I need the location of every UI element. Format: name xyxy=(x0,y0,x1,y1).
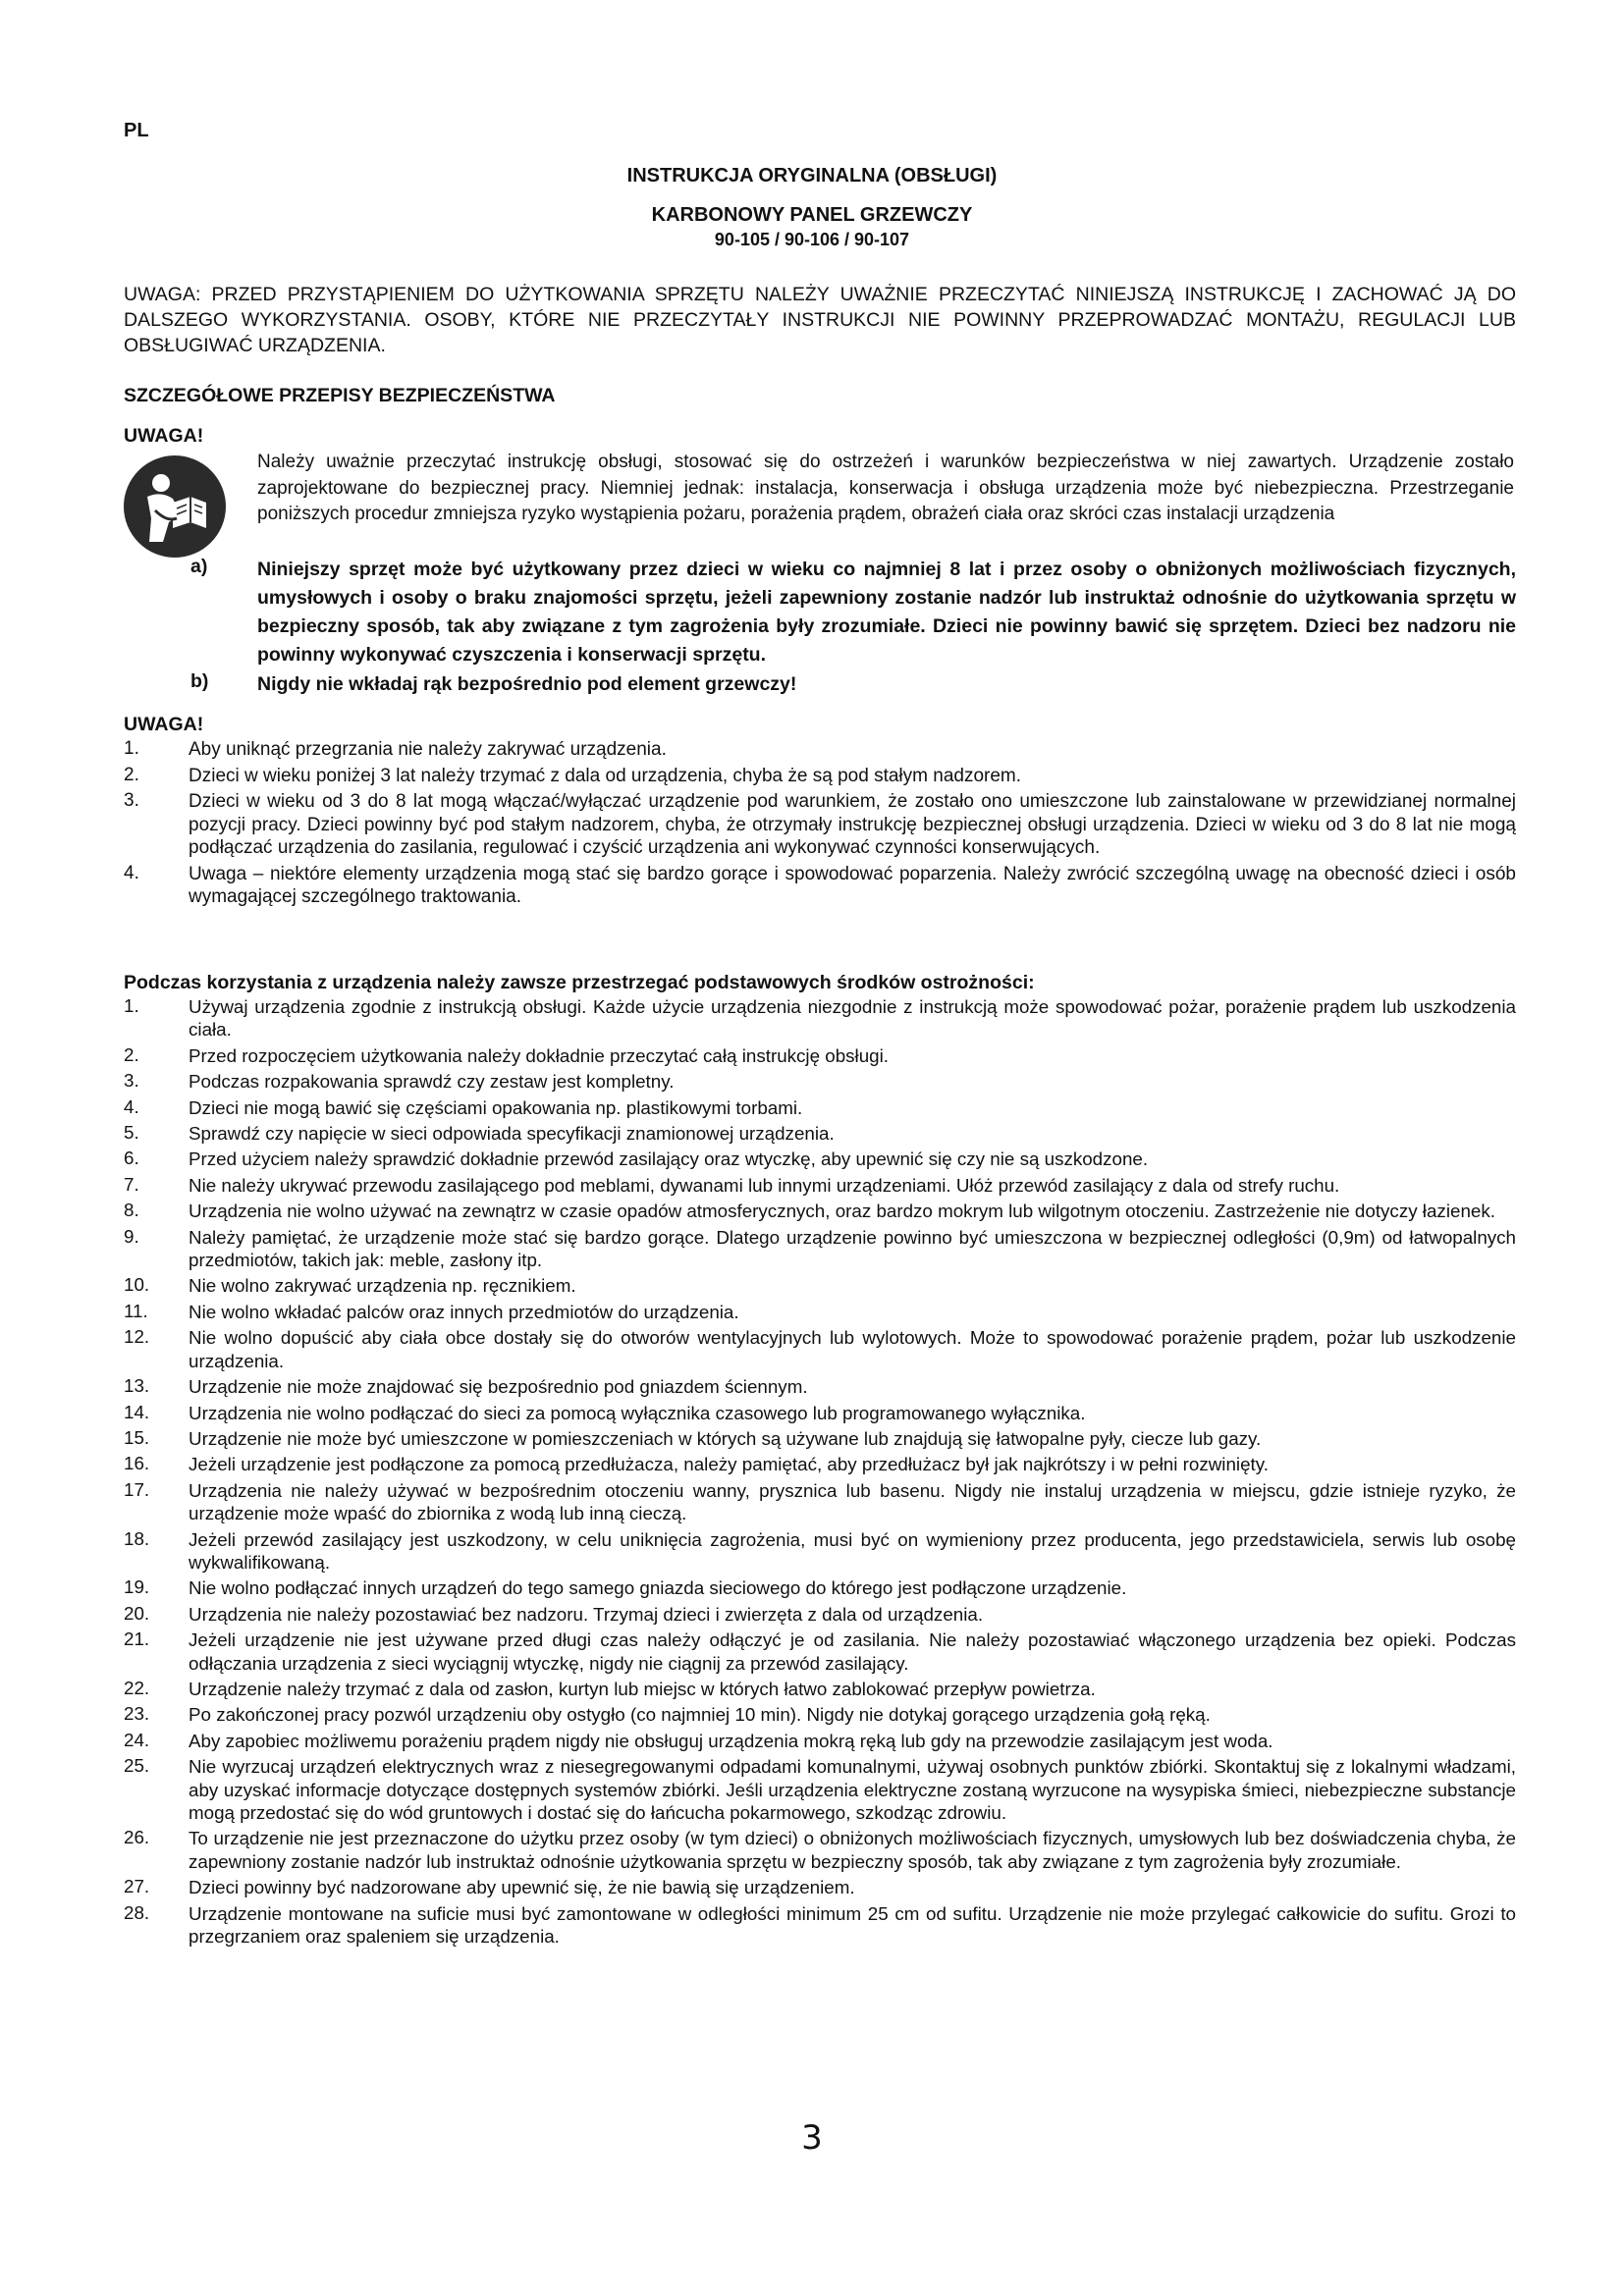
list-item xyxy=(124,670,1516,699)
item-number: 2. xyxy=(124,764,139,785)
item-number: 15. xyxy=(124,1426,150,1448)
item-label: a) xyxy=(190,556,208,577)
item-number: 5. xyxy=(124,1122,139,1144)
page-number: 3 xyxy=(801,2118,823,2158)
item-text: Dzieci w wieku poniżej 3 lat należy trzymać z dala od urządzenia, chyba że są pod stałym nadzorem. xyxy=(189,765,1022,786)
item-number: 16. xyxy=(124,1453,150,1474)
item-number: 10. xyxy=(124,1274,150,1296)
item-text: Nie wolno wkładać palców oraz innych przedmiotów do urządzenia. xyxy=(189,1301,739,1322)
precautions-heading: Podczas korzystania z urządzenia należy zawsze przestrzegać podstawowych środków ostrożności: xyxy=(124,972,1035,993)
item-number: 17. xyxy=(124,1478,150,1500)
list-item xyxy=(124,1479,1516,1525)
list-item xyxy=(124,1326,1516,1372)
general-warning: UWAGA: PRZED PRZYSTĄPIENIEM DO UŻYTKOWANIA SPRZĘTU NALEŻY UWAŻNIE PRZECZYTAĆ NINIEJSZĄ INSTRUKCJĘ I ZACHOWAĆ JĄ DO DALSZEGO WYKORZYSTANIA. OSOBY, KTÓRE NIE PRZECZYTAŁY INSTRUKCJI NIE POWINNY PRZEPROWADZAĆ MONTAŻU, REGULACJI LUB OBSŁUGIWAĆ URZĄDZENIA. xyxy=(124,284,1516,356)
list-item xyxy=(124,1402,1516,1424)
item-text: Urządzenie nie może znajdować się bezpośrednio pod gniazdem ściennym. xyxy=(189,1376,808,1398)
item-number: 1. xyxy=(124,738,139,759)
item-number: 2. xyxy=(124,1043,139,1065)
item-text: Jeżeli urządzenie nie jest używane przed długi czas należy odłączyć je od zasilania. Nie należy pozostawiać włączonego urządzenia bez opieki. Podczas odłączania urządzenia z sieci wyciągnij wtyczkę, nigdy nie ciągnij za przewód zasilający. xyxy=(189,1629,1516,1674)
item-text: Urządzenie montowane na suficie musi być zamontowane w odległości minimum 25 cm od sufitu. Urządzenie nie może przylegać całkowicie do sufitu. Grozi to przegrzaniem oraz spaleniem się urządzenia. xyxy=(189,1902,1516,1948)
item-text: Używaj urządzenia zgodnie z instrukcją obsługi. Każde użycie urządzenia niezgodnie z instrukcją może spowodować pożar, porażenie prądem lub uszkodzenia ciała. xyxy=(189,996,1516,1041)
item-text: Nie wolno dopuścić aby ciała obce dostały się do otworów wentylacyjnych lub wylotowych. Może to spowodować porażenie prądem, pożar lub uszkodzenie urządzenia. xyxy=(189,1327,1516,1371)
item-text: Urządzenia nie należy pozostawiać bez nadzoru. Trzymaj dzieci i zwierzęta z dala od urządzenia. xyxy=(189,1603,984,1625)
item-text: Dzieci w wieku od 3 do 8 lat mogą włączać/wyłączać urządzenie pod warunkiem, że zostało ono umieszczone lub zainstalowane w przewidzianej normalnej pozycji pracy. Dzieci powinny być pod stałym nadzorem, chyba, że otrzymały instrukcję bezpiecznej obsługi urządzenia. Dzieci w wieku od 3 do 8 lat nie mogą podłączać urządzenia do zasilania, regulować i czyścić urządzenia ani wykonywać czynności konserwujących. xyxy=(189,791,1516,858)
item-text: Urządzenie nie może być umieszczone w pomieszczeniach w których są używane lub znajdują się łatwopalne pyły, ciecze lub gazy. xyxy=(189,1427,1262,1449)
precautions-list xyxy=(124,995,1516,1950)
item-number: 24. xyxy=(124,1729,150,1750)
list-item xyxy=(124,738,1516,762)
item-text: Przed użyciem należy sprawdzić dokładnie przewód zasilający oraz wtyczkę, aby upewnić się czy nie są uszkodzone. xyxy=(189,1148,1149,1170)
item-number: 27. xyxy=(124,1876,150,1897)
list-item xyxy=(124,765,1516,788)
item-number: 6. xyxy=(124,1148,139,1169)
alpha-list xyxy=(124,556,1516,700)
item-text: Nigdy nie wkładaj rąk bezpośrednio pod element grzewczy! xyxy=(257,673,797,695)
item-number: 1. xyxy=(124,995,139,1016)
item-number: 26. xyxy=(124,1827,150,1848)
model-numbers: 90-105 / 90-106 / 90-107 xyxy=(714,230,910,249)
list-item xyxy=(124,1876,1516,1898)
item-number: 12. xyxy=(124,1326,150,1348)
list-item xyxy=(124,1629,1516,1675)
item-number: 21. xyxy=(124,1629,150,1650)
list-item xyxy=(124,1122,1516,1145)
item-text: Jeżeli przewód zasilający jest uszkodzony, w celu uniknięcia zagrożenia, musi być on wymieniony przez producenta, jego przedstawiciela, serwis lub osobę wykwalifikowaną. xyxy=(189,1528,1516,1573)
list-item xyxy=(124,1148,1516,1170)
item-text: Aby zapobiec możliwemu porażeniu prądem nigdy nie obsługuj urządzenia mokrą ręką lub gdy na przewodzie zasilającym jest woda. xyxy=(189,1730,1273,1751)
list-item xyxy=(124,1070,1516,1093)
warning-list xyxy=(124,738,1516,912)
item-text: Nie wyrzucaj urządzeń elektrycznych wraz z niesegregowanymi odpadami komunalnymi, używaj osobnych punktów zbiórki. Skontaktuj się z lokalnymi władzami, aby uzyskać informacje dotyczące dostępnych systemów zbiórki. Jeśli urządzenia elektryczne zostaną wyrzucone na wysypiska śmieci, niebezpieczne substancje mogą przedostać się do wód gruntowych i dostać się do łańcucha pokarmowego, szkodząc zdrowiu. xyxy=(189,1756,1516,1823)
item-number: 3. xyxy=(124,1070,139,1092)
item-text: Aby uniknąć przegrzania nie należy zakrywać urządzenia. xyxy=(189,739,667,760)
item-number: 22. xyxy=(124,1677,150,1698)
list-item xyxy=(124,995,1516,1041)
list-item xyxy=(124,1274,1516,1297)
list-item xyxy=(124,1453,1516,1475)
item-text: Po zakończonej pracy pozwól urządzeniu oby ostygło (co najmniej 10 min). Nigdy nie dotykaj gorącego urządzenia gołą ręką. xyxy=(189,1704,1211,1726)
warning-label-2: UWAGA! xyxy=(124,714,204,735)
list-item xyxy=(124,1226,1516,1272)
language-code: PL xyxy=(124,120,149,141)
item-number: 19. xyxy=(124,1576,150,1598)
list-item xyxy=(124,1730,1516,1752)
item-text: Urządzenia nie wolno używać na zewnątrz w czasie opadów atmosferycznych, oraz bardzo mokrym lub wilgotnym otoczeniu. Zastrzeżenie nie dotyczy łazienek. xyxy=(189,1201,1495,1222)
list-item xyxy=(124,1603,1516,1626)
list-item xyxy=(124,1375,1516,1398)
item-text: Nie wolno podłączać innych urządzeń do tego samego gniazda sieciowego do którego jest podłączone urządzenie. xyxy=(189,1577,1127,1599)
list-item xyxy=(124,1044,1516,1067)
item-number: 3. xyxy=(124,790,139,811)
read-manual-icon xyxy=(122,454,228,560)
document-title: INSTRUKCJA ORYGINALNA (OBSŁUGI) xyxy=(626,165,998,187)
item-text: Przed rozpoczęciem użytkowania należy dokładnie przeczytać całą instrukcję obsługi. xyxy=(189,1044,889,1066)
item-number: 14. xyxy=(124,1401,150,1422)
list-item xyxy=(124,1200,1516,1222)
item-number: 25. xyxy=(124,1755,150,1777)
item-number: 7. xyxy=(124,1173,139,1195)
item-number: 11. xyxy=(124,1300,148,1321)
item-text: Niniejszy sprzęt może być użytkowany przez dzieci w wieku co najmniej 8 lat i przez osoby o obniżonych możliwościach fizycznych, umysłowych i osoby o braku znajomości sprzętu, jeżeli zapewniony zostanie nadzór lub instruktaż odnośnie do użytkowania sprzętu w bezpieczny sposób, tak aby związane z tym zagrożenia były zrozumiałe. Dzieci nie powinny bawić się sprzętem. Dzieci bez nadzoru nie powinny wykonywać czyszczenia i konserwacji sprzętu. xyxy=(257,559,1516,666)
product-name: KARBONOWY PANEL GRZEWCZY xyxy=(651,204,973,226)
list-item xyxy=(124,1174,1516,1197)
list-item xyxy=(124,1096,1516,1119)
item-text: Nie wolno zakrywać urządzenia np. ręcznikiem. xyxy=(189,1275,576,1297)
item-number: 23. xyxy=(124,1703,150,1725)
item-number: 28. xyxy=(124,1901,150,1923)
item-number: 18. xyxy=(124,1527,150,1549)
item-text: Urządzenia nie należy używać w bezpośrednim otoczeniu wanny, prysznica lub basenu. Nigdy nie instaluj urządzenia w miejscu, gdzie istnieje ryzyko, że urządzenie może wpaść do zbiornika z wodą lub inną cieczą. xyxy=(189,1479,1516,1524)
safety-heading: SZCZEGÓŁOWE PRZEPISY BEZPIECZEŃSTWA xyxy=(124,385,556,406)
item-number: 4. xyxy=(124,862,139,883)
list-item xyxy=(124,556,1516,669)
item-text: Nie należy ukrywać przewodu zasilającego pod meblami, dywanami lub innymi urządzeniami. Ułóż przewód zasilający z dala od strefy ruchu. xyxy=(189,1174,1340,1196)
list-item xyxy=(124,1576,1516,1599)
item-label: b) xyxy=(190,670,209,692)
item-text: Podczas rozpakowania sprawdź czy zestaw jest kompletny. xyxy=(189,1071,675,1093)
list-item xyxy=(124,1703,1516,1726)
item-number: 9. xyxy=(124,1225,139,1247)
item-text: Urządzenia nie wolno podłączać do sieci za pomocą wyłącznika czasowego lub programowanego wyłącznika. xyxy=(189,1402,1086,1423)
item-text: Dzieci powinny być nadzorowane aby upewnić się, że nie bawią się urządzeniem. xyxy=(189,1877,855,1898)
item-number: 13. xyxy=(124,1375,150,1397)
item-text: Uwaga – niektóre elementy urządzenia mogą stać się bardzo gorące i spowodować poparzenia. Należy zwrócić szczególną uwagę na obecność dzieci i osób wymagającej szczególnego traktowania. xyxy=(189,863,1516,907)
list-item xyxy=(124,1528,1516,1575)
intro-text: Należy uważnie przeczytać instrukcję obsługi, stosować się do ostrzeżeń i warunków bezpieczeństwa w niej zawartych. Urządzenie zostało zaprojektowane do bezpiecznej pracy. Niemniej jednak: instalacja, konserwacja i obsługa urządzenia może być niebezpieczna. Przestrzeganie poniższych procedur zmniejsza ryzyko wystąpienia pożaru, porażenia prądem, obrażeń ciała oraz skróci czas instalacji urządzenia xyxy=(257,452,1514,524)
list-item xyxy=(124,1755,1516,1824)
item-number: 4. xyxy=(124,1095,139,1117)
item-number: 8. xyxy=(124,1200,139,1221)
item-text: Jeżeli urządzenie jest podłączone za pomocą przedłużacza, należy pamiętać, aby przedłużacz był jak najkrótszy i w pełni rozwinięty. xyxy=(189,1454,1269,1475)
item-number: 20. xyxy=(124,1602,150,1624)
list-item xyxy=(124,1678,1516,1700)
list-item xyxy=(124,790,1516,860)
warning-label-1: UWAGA! xyxy=(124,425,204,447)
item-text: Sprawdź czy napięcie w sieci odpowiada specyfikacji znamionowej urządzenia. xyxy=(189,1123,835,1145)
list-item xyxy=(124,1301,1516,1323)
list-item xyxy=(124,1827,1516,1873)
item-text: To urządzenie nie jest przeznaczone do użytku przez osoby (w tym dzieci) o obniżonych możliwościach fizycznych, umysłowych lub bez doświadczenia chyba, że zapewniony zostanie nadzór lub instruktaż odnośnie użytkowania sprzętu w bezpieczny sposób, tak aby związane z tym zagrożenia były zrozumiałe. xyxy=(189,1828,1516,1872)
item-text: Dzieci nie mogą bawić się częściami opakowania np. plastikowymi torbami. xyxy=(189,1096,803,1118)
list-item xyxy=(124,1902,1516,1949)
item-text: Urządzenie należy trzymać z dala od zasłon, kurtyn lub miejsc w których łatwo zablokować przepływ powietrza. xyxy=(189,1678,1096,1699)
list-item xyxy=(124,1427,1516,1450)
item-text: Należy pamiętać, że urządzenie może stać się bardzo gorące. Dlatego urządzenie powinno być umieszczona w bezpiecznej odległości (0,9m) od łatwopalnych przedmiotów, takich jak: meble, zasłony itp. xyxy=(189,1226,1516,1271)
list-item xyxy=(124,863,1516,909)
